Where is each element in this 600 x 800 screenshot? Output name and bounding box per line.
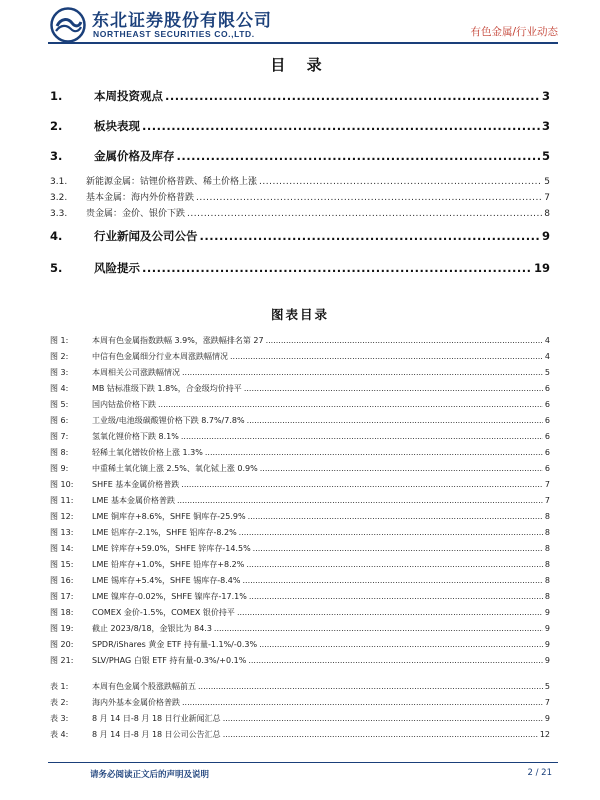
figure-caption: 中信有色金属细分行业本周涨跌幅情况 [92, 352, 228, 361]
figure-caption: COMEX 金价-1.5%，COMEX 银价持平 [92, 608, 235, 617]
toc-entry-page: 7 [544, 193, 550, 203]
figure-page: 4 [544, 336, 550, 345]
dot-leader [177, 496, 543, 505]
table-page: 12 [539, 730, 550, 739]
figure-entry[interactable] [50, 639, 550, 650]
figure-page: 5 [544, 368, 550, 377]
figure-caption: LME 铝库存-2.1%，SHFE 铝库存-8.2% [92, 528, 237, 537]
figure-tag: 图 6: [50, 416, 69, 425]
figure-tag: 图 19: [50, 624, 74, 633]
figure-entry[interactable] [50, 463, 550, 474]
figure-page: 6 [544, 464, 550, 473]
dot-leader [248, 656, 543, 665]
toc-entry-number: 3.3. [50, 209, 68, 219]
dot-leader [200, 229, 540, 243]
figure-page: 8 [544, 544, 550, 553]
table-entry[interactable] [50, 729, 550, 740]
toc-entry-number: 2. [50, 119, 63, 133]
figure-caption: SLV/PHAG 白银 ETF 持有量-0.3%/+0.1% [92, 656, 247, 665]
toc-entry-page: 3 [541, 119, 550, 133]
dot-leader [142, 119, 540, 133]
figure-tag: 图 2: [50, 352, 69, 361]
toc-entry-number: 3. [50, 149, 63, 163]
dot-leader [260, 464, 543, 473]
dot-leader [158, 400, 543, 409]
figure-tag: 图 8: [50, 448, 69, 457]
dot-leader [165, 89, 540, 103]
table-caption: 海内外基本金属价格普跌 [92, 698, 180, 707]
toc-subentry[interactable] [50, 206, 550, 219]
toc-entry-label: 基本金属：海内外价格普跌 [86, 193, 195, 203]
figure-tag: 图 3: [50, 368, 69, 377]
table-page: 5 [544, 682, 550, 691]
figure-entry[interactable] [50, 399, 550, 410]
table-caption: 8 月 14 日-8 月 18 日公司公告汇总 [92, 730, 221, 739]
table-tag: 表 3: [50, 714, 69, 723]
figures-list-title: 图表目录 [270, 307, 329, 322]
toc-entry-label: 贵金属：金价、银价下跌 [86, 209, 186, 219]
figure-page: 6 [544, 384, 550, 393]
figure-caption: 本周有色金属指数跌幅 3.9%，涨跌幅排名第 27 [92, 336, 264, 345]
figure-page: 9 [544, 656, 550, 665]
toc-subentry[interactable] [50, 174, 550, 187]
figure-caption: SHFE 基本金属价格普跌 [92, 480, 180, 489]
figure-tag: 图 15: [50, 560, 74, 569]
figure-entry[interactable] [50, 623, 550, 634]
figure-entry[interactable] [50, 591, 550, 602]
toc-entry[interactable] [50, 118, 550, 134]
figure-tag: 图 17: [50, 592, 74, 601]
figure-tag: 图 11: [50, 496, 74, 505]
figure-tag: 图 21: [50, 656, 74, 665]
disclaimer-note: 请务必阅读正文后的声明及说明 [90, 770, 210, 780]
figure-tag: 图 18: [50, 608, 74, 617]
figure-entry[interactable] [50, 351, 550, 362]
figure-caption: LME 铜库存+8.6%，SHFE 铜库存-25.9% [92, 512, 246, 521]
figure-caption: 国内钴盐价格下跌 [92, 400, 156, 409]
toc-entry-page: 8 [544, 209, 550, 219]
dot-leader [196, 193, 542, 203]
dot-leader [187, 209, 542, 219]
figure-entry[interactable] [50, 575, 550, 586]
dot-leader [214, 624, 543, 633]
table-caption: 本周有色金属个股涨跌幅前五 [92, 682, 196, 691]
northeast-securities-logo-icon [50, 7, 86, 43]
figure-page: 8 [544, 592, 550, 601]
figure-entry[interactable] [50, 543, 550, 554]
dot-leader [249, 592, 543, 601]
figure-page: 6 [544, 432, 550, 441]
figure-entry[interactable] [50, 527, 550, 538]
toc-entry-label: 新能源金属：钴锂价格普跌、稀土价格上涨 [86, 177, 258, 187]
toc-entry-page: 5 [541, 149, 550, 163]
figure-caption: 截止 2023/8/18，金银比为 84.3 [92, 624, 212, 633]
figure-caption: MB 钴标准级下跌 1.8%，合金级均价持平 [92, 384, 242, 393]
dot-leader [182, 368, 543, 377]
figure-caption: 轻稀土氧化镨钕价格上涨 1.3% [92, 448, 203, 457]
toc-subentry[interactable] [50, 190, 550, 203]
figure-page: 8 [544, 528, 550, 537]
dot-leader [248, 512, 543, 521]
toc-entry[interactable] [50, 148, 550, 164]
dot-leader [142, 261, 532, 275]
figure-tag: 图 5: [50, 400, 69, 409]
toc-entry-number: 3.2. [50, 193, 68, 203]
figure-tag: 图 10: [50, 480, 74, 489]
figure-entry[interactable] [50, 607, 550, 618]
figure-page: 6 [544, 400, 550, 409]
table-tag: 表 4: [50, 730, 69, 739]
figure-caption: LME 基本金属价格普跌 [92, 496, 175, 505]
toc-entry[interactable] [50, 228, 550, 244]
toc-entry-label: 行业新闻及公司公告 [94, 229, 198, 243]
page-number: 2 / 21 [527, 768, 552, 778]
figure-page: 7 [544, 480, 550, 489]
figure-caption: LME 锌库存+59.0%，SHFE 锌库存-14.5% [92, 544, 251, 553]
dot-leader [230, 352, 543, 361]
company-name-cn: 东北证券股份有限公司 [92, 11, 272, 31]
figure-page: 4 [544, 352, 550, 361]
figure-tag: 图 13: [50, 528, 74, 537]
figure-entry[interactable] [50, 447, 550, 458]
toc-entry-page: 3 [541, 89, 550, 103]
dot-leader [237, 608, 543, 617]
figure-entry[interactable] [50, 495, 550, 506]
table-page: 7 [544, 698, 550, 707]
figure-entry[interactable] [50, 511, 550, 522]
figure-entry[interactable] [50, 559, 550, 570]
figure-page: 6 [544, 416, 550, 425]
figure-page: 7 [544, 496, 550, 505]
dot-leader [243, 576, 543, 585]
figure-page: 9 [544, 624, 550, 633]
dot-leader [259, 640, 543, 649]
figure-tag: 图 14: [50, 544, 74, 553]
toc-entry-page: 19 [533, 261, 550, 275]
figure-caption: 本周相关公司涨跌幅情况 [92, 368, 180, 377]
toc-entry-page: 9 [541, 229, 550, 243]
figure-caption: 中重稀土氧化镝上涨 2.5%、氧化铽上涨 0.9% [92, 464, 258, 473]
dot-leader [181, 480, 543, 489]
dot-leader [247, 416, 543, 425]
figure-entry[interactable] [50, 383, 550, 394]
toc-entry-label: 板块表现 [94, 119, 140, 133]
table-caption: 8 月 14 日-8 月 18 日行业新闻汇总 [92, 714, 221, 723]
report-category: 有色金属/行业动态 [470, 26, 558, 38]
figure-caption: LME 锡库存+5.4%，SHFE 锡库存-8.4% [92, 576, 241, 585]
dot-leader [177, 149, 540, 163]
figure-caption: SPDR/iShares 黄金 ETF 持有量-1.1%/-0.3% [92, 640, 258, 649]
toc-entry-label: 金属价格及库存 [94, 149, 175, 163]
table-entry[interactable] [50, 697, 550, 708]
figure-entry[interactable] [50, 335, 550, 346]
figure-page: 8 [544, 512, 550, 521]
figure-page: 8 [544, 560, 550, 569]
toc-entry-label: 风险提示 [94, 261, 140, 275]
toc-entry-number: 4. [50, 229, 63, 243]
table-entry[interactable] [50, 713, 550, 724]
table-tag: 表 2: [50, 698, 69, 707]
figure-page: 9 [544, 640, 550, 649]
figure-entry[interactable] [50, 431, 550, 442]
toc-entry[interactable] [50, 88, 550, 104]
figure-tag: 图 7: [50, 432, 69, 441]
figure-caption: LME 铅库存+1.0%，SHFE 铅库存+8.2% [92, 560, 245, 569]
dot-leader [205, 448, 543, 457]
figure-tag: 图 4: [50, 384, 69, 393]
dot-leader [198, 682, 543, 691]
dot-leader [239, 528, 543, 537]
dot-leader [259, 177, 542, 187]
dot-leader [266, 336, 543, 345]
figure-page: 9 [544, 608, 550, 617]
figure-entry[interactable] [50, 367, 550, 378]
toc-entry-number: 3.1. [50, 177, 68, 187]
figure-tag: 图 9: [50, 464, 69, 473]
figure-tag: 图 16: [50, 576, 74, 585]
figure-entry[interactable] [50, 479, 550, 490]
header-divider [48, 42, 558, 44]
figure-tag: 图 12: [50, 512, 74, 521]
figure-entry[interactable] [50, 415, 550, 426]
toc-entry-number: 1. [50, 89, 63, 103]
toc-entry-number: 5. [50, 261, 63, 275]
table-page: 9 [544, 714, 550, 723]
dot-leader [223, 714, 543, 723]
company-name-en: NORTHEAST SECURITIES CO.,LTD. [93, 29, 255, 39]
dot-leader [246, 560, 543, 569]
table-tag: 表 1: [50, 682, 69, 691]
figure-caption: LME 镍库存-0.02%，SHFE 镍库存-17.1% [92, 592, 247, 601]
figure-page: 6 [544, 448, 550, 457]
dot-leader [181, 432, 543, 441]
toc-entry-label: 本周投资观点 [94, 89, 163, 103]
footer-divider [48, 762, 558, 763]
figure-entry[interactable] [50, 655, 550, 666]
dot-leader [253, 544, 543, 553]
dot-leader [223, 730, 538, 739]
dot-leader [182, 698, 543, 707]
toc-entry[interactable] [50, 260, 550, 276]
toc-entry-page: 5 [544, 177, 550, 187]
figure-page: 8 [544, 576, 550, 585]
figure-tag: 图 20: [50, 640, 74, 649]
figure-tag: 图 1: [50, 336, 69, 345]
figure-caption: 氢氧化锂价格下跌 8.1% [92, 432, 179, 441]
figure-caption: 工业级/电池级碳酸锂价格下跌 8.7%/7.8% [92, 416, 245, 425]
dot-leader [244, 384, 543, 393]
toc-title: 目 录 [270, 56, 330, 74]
table-entry[interactable] [50, 681, 550, 692]
